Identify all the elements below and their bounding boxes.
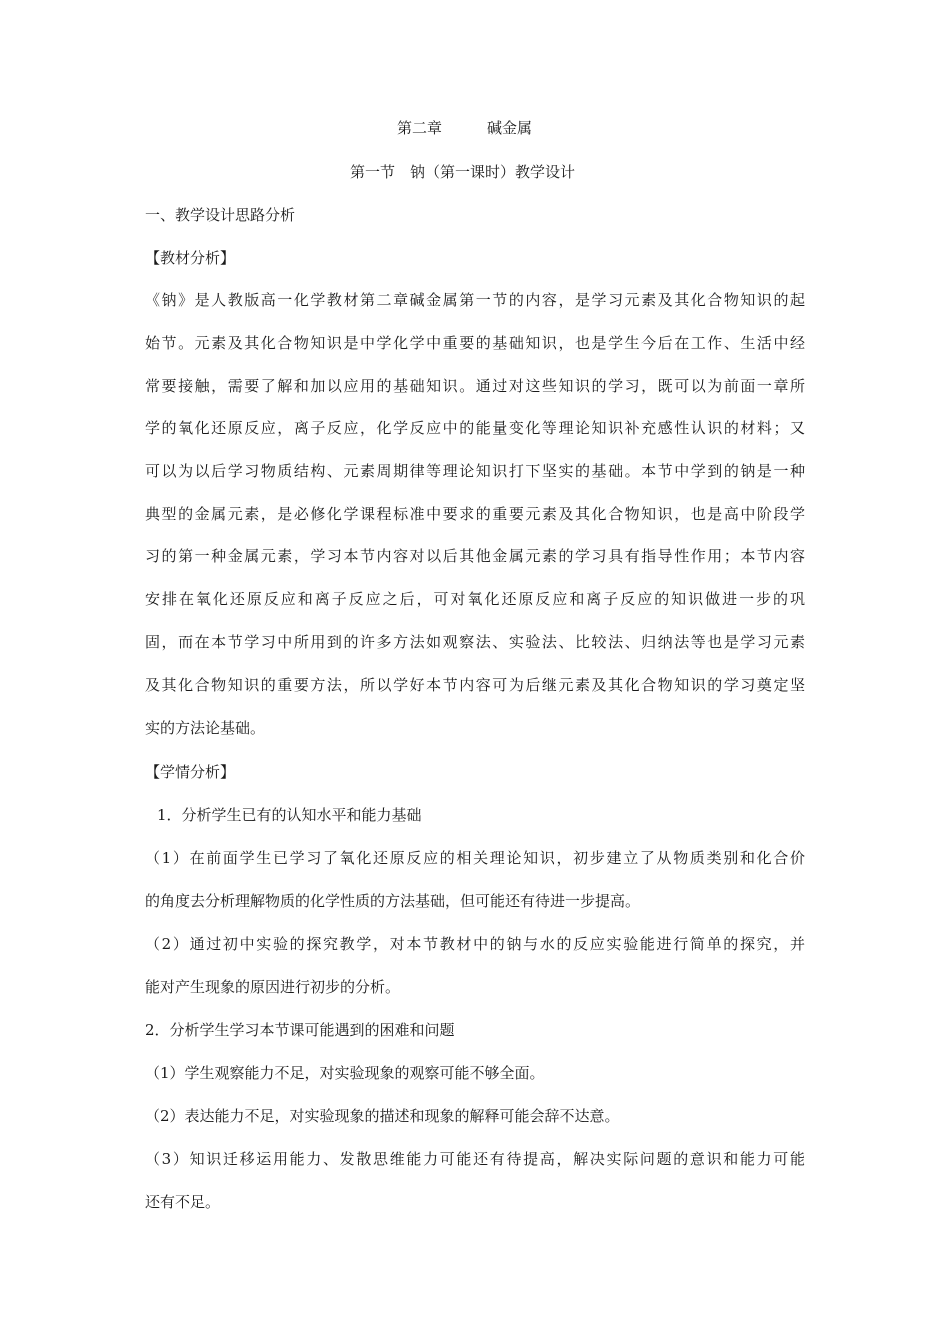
student-item-1-2-line: 能对产生现象的原因进行初步的分析。: [145, 978, 401, 996]
student-item-1-1-line: 的角度去分析理解物质的化学性质的方法基础，但可能还有待进一步提高。: [145, 892, 641, 910]
textbook-paragraph-line: 《钠》是人教版高一化学教材第二章碱金属第一节的内容，是学习元素及其化合物知识的起: [145, 291, 805, 309]
textbook-paragraph-line: 始节。元素及其化合物知识是中学化学中重要的基础知识，也是学生今后在工作、生活中经: [145, 334, 805, 352]
textbook-paragraph-line: 学的氧化还原反应，离子反应，化学反应中的能量变化等理论知识补充感性认识的材料；又: [145, 419, 805, 437]
student-item-2: 2．分析学生学习本节课可能遇到的困难和问题: [145, 1021, 455, 1039]
student-item-1-1-line: （1）在前面学生已学习了氧化还原反应的相关理论知识，初步建立了从物质类别和化合价: [145, 849, 805, 867]
chapter-title: 碱金属: [487, 119, 533, 137]
student-analysis-heading: 【学情分析】: [145, 763, 236, 781]
student-item-2-1: （1）学生观察能力不足，对实验现象的观察可能不够全面。: [145, 1064, 545, 1082]
student-item-2-3-line: （3）知识迁移运用能力、发散思维能力可能还有待提高，解决实际问题的意识和能力可能: [145, 1150, 805, 1168]
section-heading: 一、教学设计思路分析: [145, 206, 296, 224]
section-title: 第一节 钠（第一课时）教学设计: [350, 163, 576, 181]
student-item-2-2: （2）表达能力不足，对实验现象的描述和现象的解释可能会辞不达意。: [145, 1107, 620, 1125]
chapter-number: 第二章: [397, 119, 443, 137]
textbook-paragraph-line: 固，而在本节学习中所用到的许多方法如观察法、实验法、比较法、归纳法等也是学习元素: [145, 633, 805, 651]
textbook-paragraph-line: 实的方法论基础。: [145, 719, 266, 737]
textbook-paragraph-line: 常要接触，需要了解和加以应用的基础知识。通过对这些知识的学习，既可以为前面一章所: [145, 377, 805, 395]
textbook-paragraph-line: 及其化合物知识的重要方法，所以学好本节内容可为后继元素及其化合物知识的学习奠定坚: [145, 676, 805, 694]
textbook-analysis-heading: 【教材分析】: [145, 249, 236, 267]
textbook-paragraph-line: 可以为以后学习物质结构、元素周期律等理论知识打下坚实的基础。本节中学到的钠是一种: [145, 462, 805, 480]
student-item-1: 1．分析学生已有的认知水平和能力基础: [157, 806, 422, 824]
textbook-paragraph-line: 典型的金属元素，是必修化学课程标准中要求的重要元素及其化合物知识，也是高中阶段学: [145, 505, 805, 523]
textbook-paragraph-line: 安排在氧化还原反应和离子反应之后，可对氧化还原反应和离子反应的知识做进一步的巩: [145, 590, 805, 608]
student-item-2-3-line: 还有不足。: [145, 1193, 221, 1211]
textbook-paragraph-line: 习的第一种金属元素，学习本节内容对以后其他金属元素的学习具有指导性作用；本节内容: [145, 547, 805, 565]
student-item-1-2-line: （2）通过初中实验的探究教学，对本节教材中的钠与水的反应实验能进行简单的探究，并: [145, 935, 805, 953]
